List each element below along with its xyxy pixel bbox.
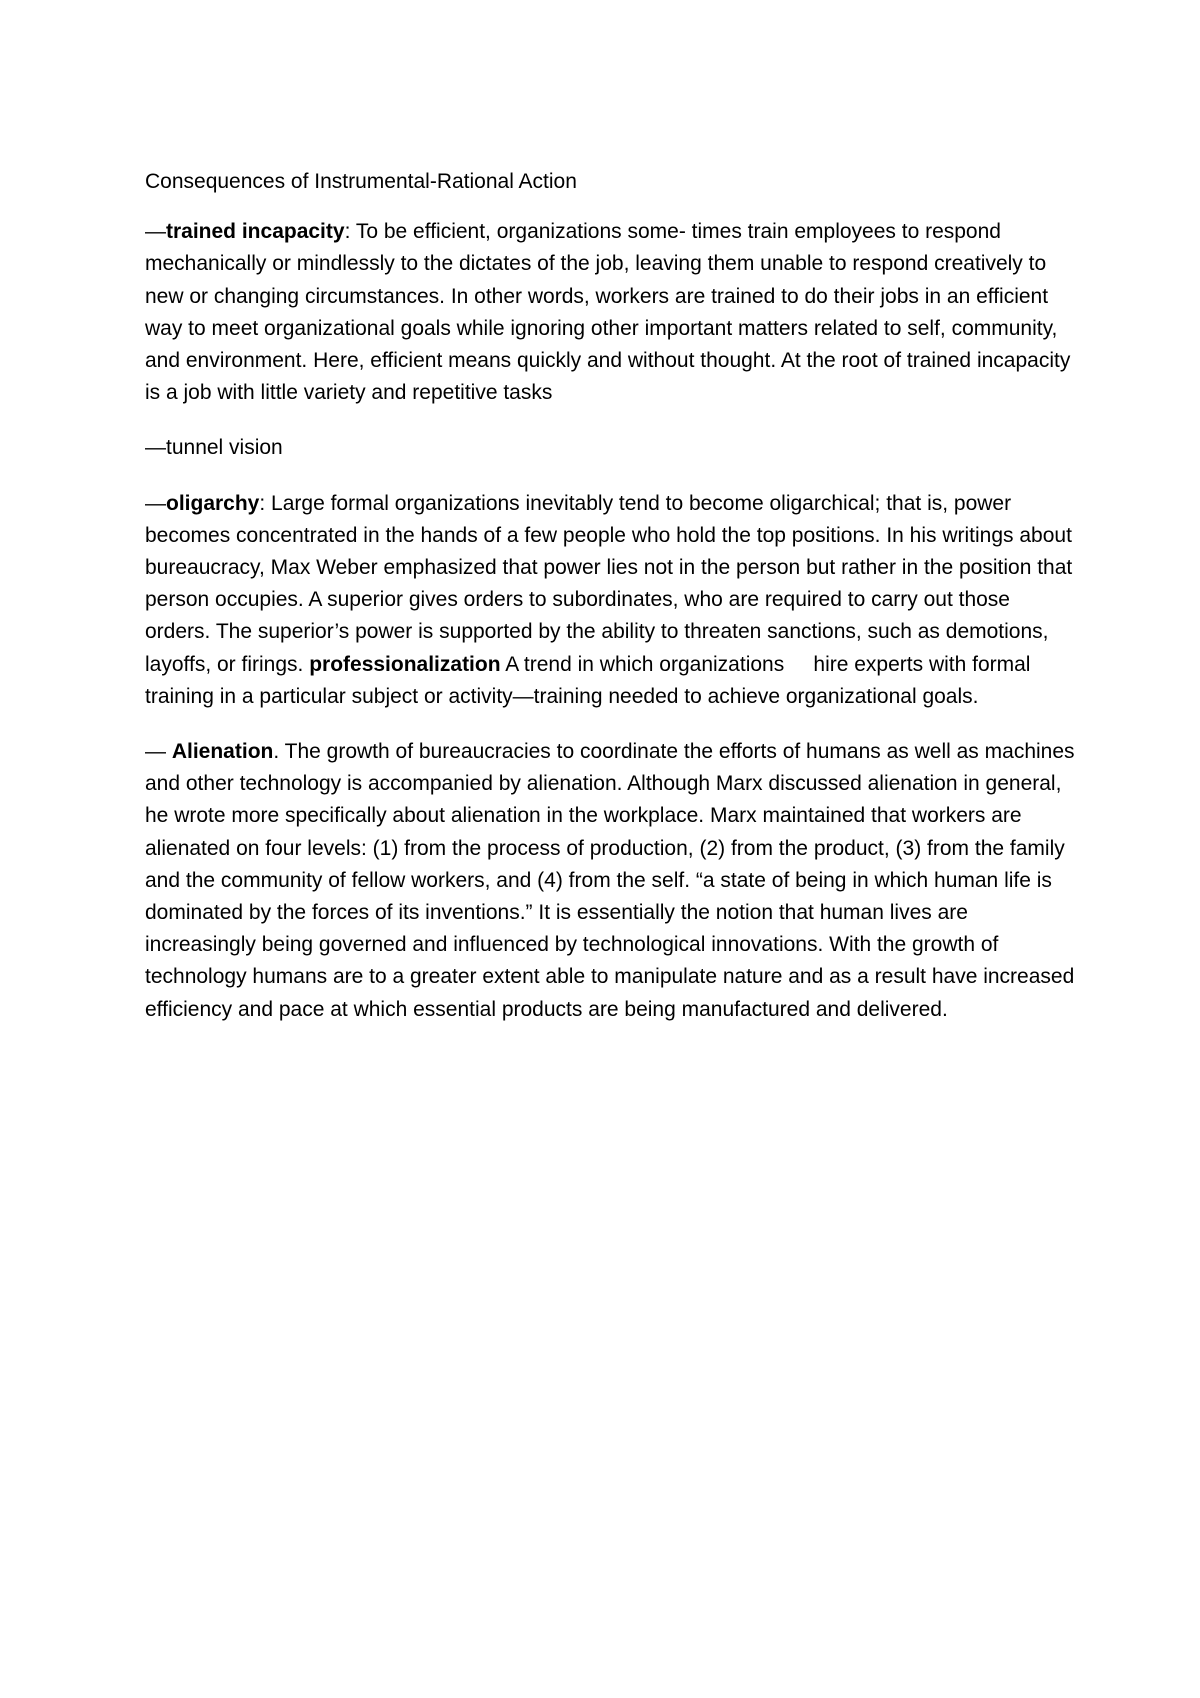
term-professionalization: professionalization	[309, 652, 501, 676]
paragraph-text-2: A trend in which organizations hire experts with formal training in a particular subject or activity—training needed to achieve organizational goals.	[145, 652, 1037, 708]
document-body	[145, 166, 1079, 1049]
term-oligarchy: oligarchy	[166, 491, 260, 515]
paragraph-alienation	[145, 736, 1075, 1026]
paragraph-text: . The growth of bureaucracies to coordinate the efforts of humans as well as machines and other technology is accompanied by alienation. Although Marx discussed alienation in general, he wrote more specifically about alienation in the workplace. Marx maintained that workers are alienated on four levels: (1) from the process of production, (2) from the product, (3) from the family and the community of fellow workers, and (4) from the self. “a state of being in which human life is dominated by the forces of its inventions.” It is essentially the notion that human lives are increasingly being governed and influenced by technological innovations. With the growth of technology humans are to a greater extent able to manipulate nature and as a result have increased efficiency and pace at which essential products are being manufactured and delivered.	[145, 740, 1075, 1021]
paragraph-text: : Large formal organizations inevitably tend to become oligarchical; that is, power becomes concentrated in the hands of a few people who hold the top positions. In his writings about bureaucracy, Max Weber emphasized that power lies not in the person but rather in the position that person occupies. A superior gives orders to subordinates, who are required to carry out those orders. The superior’s power is supported by the ability to threaten sanctions, such as demotions, layoffs, or firings.	[145, 491, 1079, 676]
paragraph-text: : To be efficient, organizations some- times train employees to respond mechanically or mindlessly to the dictates of the job, leaving them unable to respond creatively to new or changing circumstances. In other words, workers are trained to do their jobs in an efficient way to meet organizational goals while ignoring other important matters related to self, community, and environment. Here, efficient means quickly and without thought. At the root of trained incapacity is a job with little variety and repetitive tasks	[145, 220, 1071, 405]
paragraph-tunnel-vision: —tunnel vision	[145, 436, 283, 460]
document-title: Consequences of Instrumental-Rational Action	[145, 170, 577, 193]
paragraph-oligarchy	[145, 488, 1079, 713]
paragraph-trained-incapacity	[145, 216, 1075, 409]
dash: —	[145, 491, 166, 515]
dash: —	[145, 220, 166, 244]
dash: —	[145, 740, 172, 764]
term-alienation: Alienation	[171, 740, 274, 764]
term-trained-incapacity: trained incapacity	[166, 220, 345, 244]
